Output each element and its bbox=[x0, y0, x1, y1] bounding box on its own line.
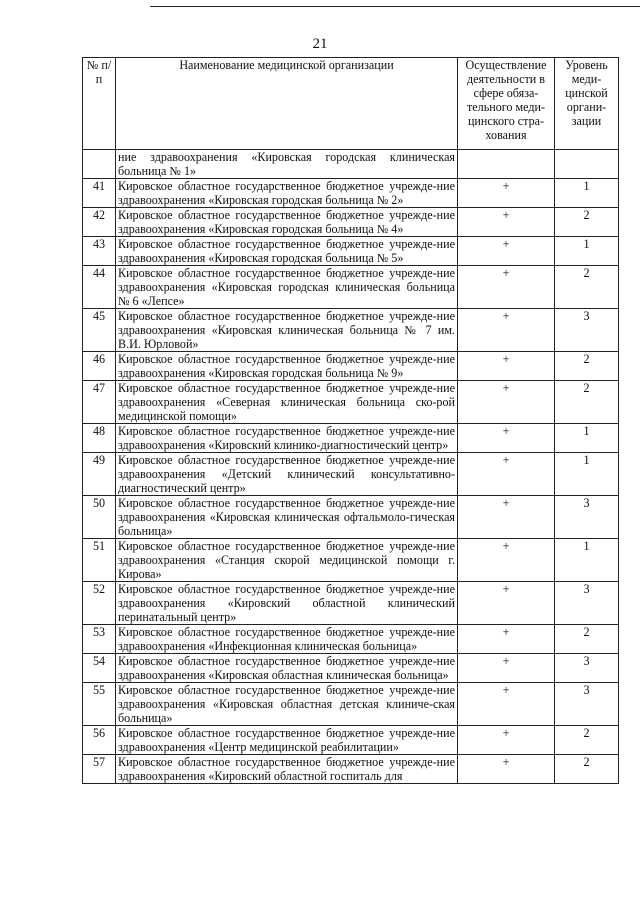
table-row bbox=[83, 150, 619, 179]
row-number bbox=[83, 150, 116, 179]
organization-level: 1 bbox=[555, 237, 619, 266]
organization-name: Кировское областное государственное бюджетное учрежде-ние здравоохранения «Центр медицинской реабилитации» bbox=[116, 726, 458, 755]
organization-level: 1 bbox=[555, 539, 619, 582]
organization-name: Кировское областное государственное бюджетное учрежде-ние здравоохранения «Кировская городская клиническая больница № 6 «Лепсе» bbox=[116, 266, 458, 309]
table-row bbox=[83, 453, 619, 496]
row-number: 44 bbox=[83, 266, 116, 309]
organization-name: Кировское областное государственное бюджетное учрежде-ние здравоохранения «Кировская городская больница № 2» bbox=[116, 179, 458, 208]
table-row bbox=[83, 424, 619, 453]
table-row bbox=[83, 208, 619, 237]
organization-level: 2 bbox=[555, 266, 619, 309]
organization-name: Кировское областное государственное бюджетное учрежде-ние здравоохранения «Детский клинический консультативно-диагностический центр» bbox=[116, 453, 458, 496]
row-number: 49 bbox=[83, 453, 116, 496]
row-number: 45 bbox=[83, 309, 116, 352]
organization-level: 1 bbox=[555, 179, 619, 208]
oms-activity-mark: + bbox=[458, 582, 555, 625]
header-name: Наименование медицинской организации bbox=[116, 58, 458, 150]
table-row bbox=[83, 755, 619, 784]
organization-level: 3 bbox=[555, 496, 619, 539]
oms-activity-mark: + bbox=[458, 625, 555, 654]
organization-level: 3 bbox=[555, 309, 619, 352]
table-row bbox=[83, 381, 619, 424]
organization-level: 2 bbox=[555, 625, 619, 654]
oms-activity-mark: + bbox=[458, 266, 555, 309]
table-row bbox=[83, 266, 619, 309]
organization-level: 2 bbox=[555, 208, 619, 237]
oms-activity-mark bbox=[458, 150, 555, 179]
row-number: 43 bbox=[83, 237, 116, 266]
organization-name: Кировское областное государственное бюджетное учрежде-ние здравоохранения «Кировская городская больница № 5» bbox=[116, 237, 458, 266]
organization-level: 2 bbox=[555, 726, 619, 755]
organization-level: 2 bbox=[555, 352, 619, 381]
table-row bbox=[83, 352, 619, 381]
oms-activity-mark: + bbox=[458, 755, 555, 784]
table-body bbox=[83, 150, 619, 784]
organization-name: Кировское областное государственное бюджетное учрежде-ние здравоохранения «Кировский областной клинический перинатальный центр» bbox=[116, 582, 458, 625]
oms-activity-mark: + bbox=[458, 424, 555, 453]
oms-activity-mark: + bbox=[458, 496, 555, 539]
organization-name: Кировское областное государственное бюджетное учрежде-ние здравоохранения «Станция скорой медицинской помощи г. Кирова» bbox=[116, 539, 458, 582]
row-number: 42 bbox=[83, 208, 116, 237]
organization-name: Кировское областное государственное бюджетное учрежде-ние здравоохранения «Инфекционная клиническая больница» bbox=[116, 625, 458, 654]
header-oms-activity: Осуществление деятельности в сфере обяза-тельного меди-цинского стра-хования bbox=[458, 58, 555, 150]
row-number: 48 bbox=[83, 424, 116, 453]
organization-name: Кировское областное государственное бюджетное учрежде-ние здравоохранения «Северная клиническая больница ско-рой медицинской помощи» bbox=[116, 381, 458, 424]
row-number: 51 bbox=[83, 539, 116, 582]
organization-name: Кировское областное государственное бюджетное учрежде-ние здравоохранения «Кировская городская больница № 9» bbox=[116, 352, 458, 381]
organization-level bbox=[555, 150, 619, 179]
oms-activity-mark: + bbox=[458, 309, 555, 352]
organization-level: 2 bbox=[555, 381, 619, 424]
row-number: 53 bbox=[83, 625, 116, 654]
table-row bbox=[83, 726, 619, 755]
table-row bbox=[83, 625, 619, 654]
oms-activity-mark: + bbox=[458, 683, 555, 726]
table-row bbox=[83, 539, 619, 582]
oms-activity-mark: + bbox=[458, 453, 555, 496]
oms-activity-mark: + bbox=[458, 381, 555, 424]
table-row bbox=[83, 496, 619, 539]
table-row bbox=[83, 179, 619, 208]
oms-activity-mark: + bbox=[458, 654, 555, 683]
row-number: 46 bbox=[83, 352, 116, 381]
table-row bbox=[83, 237, 619, 266]
oms-activity-mark: + bbox=[458, 237, 555, 266]
organization-name: ние здравоохранения «Кировская городская клиническая больница № 1» bbox=[116, 150, 458, 179]
organization-level: 3 bbox=[555, 683, 619, 726]
row-number: 52 bbox=[83, 582, 116, 625]
top-rule bbox=[150, 6, 640, 7]
row-number: 41 bbox=[83, 179, 116, 208]
row-number: 47 bbox=[83, 381, 116, 424]
organization-level: 3 bbox=[555, 582, 619, 625]
organization-level: 1 bbox=[555, 453, 619, 496]
organization-name: Кировское областное государственное бюджетное учрежде-ние здравоохранения «Кировская областная клиническая больница» bbox=[116, 654, 458, 683]
header-number: № п/п bbox=[83, 58, 116, 150]
table-row bbox=[83, 582, 619, 625]
table-header-row bbox=[83, 58, 619, 150]
row-number: 57 bbox=[83, 755, 116, 784]
table-row bbox=[83, 309, 619, 352]
organization-name: Кировское областное государственное бюджетное учрежде-ние здравоохранения «Кировская городская больница № 4» bbox=[116, 208, 458, 237]
organization-name: Кировское областное государственное бюджетное учрежде-ние здравоохранения «Кировская клиническая больница № 7 им. В.И. Юрловой» bbox=[116, 309, 458, 352]
header-level: Уровень меди-цинской органи-зации bbox=[555, 58, 619, 150]
table-row bbox=[83, 683, 619, 726]
organization-name: Кировское областное государственное бюджетное учрежде-ние здравоохранения «Кировский областной госпиталь для bbox=[116, 755, 458, 784]
organization-level: 2 bbox=[555, 755, 619, 784]
oms-activity-mark: + bbox=[458, 352, 555, 381]
row-number: 54 bbox=[83, 654, 116, 683]
page-number: 21 bbox=[312, 36, 328, 52]
row-number: 50 bbox=[83, 496, 116, 539]
organization-name: Кировское областное государственное бюджетное учрежде-ние здравоохранения «Кировский клинико-диагностический центр» bbox=[116, 424, 458, 453]
oms-activity-mark: + bbox=[458, 208, 555, 237]
organization-name: Кировское областное государственное бюджетное учрежде-ние здравоохранения «Кировская областная детская клиниче-ская больница» bbox=[116, 683, 458, 726]
organization-level: 1 bbox=[555, 424, 619, 453]
oms-activity-mark: + bbox=[458, 726, 555, 755]
organization-name: Кировское областное государственное бюджетное учрежде-ние здравоохранения «Кировская клиническая офтальмоло-гическая больница» bbox=[116, 496, 458, 539]
oms-activity-mark: + bbox=[458, 539, 555, 582]
organization-level: 3 bbox=[555, 654, 619, 683]
table-row bbox=[83, 654, 619, 683]
row-number: 55 bbox=[83, 683, 116, 726]
organizations-table bbox=[82, 57, 619, 784]
row-number: 56 bbox=[83, 726, 116, 755]
oms-activity-mark: + bbox=[458, 179, 555, 208]
